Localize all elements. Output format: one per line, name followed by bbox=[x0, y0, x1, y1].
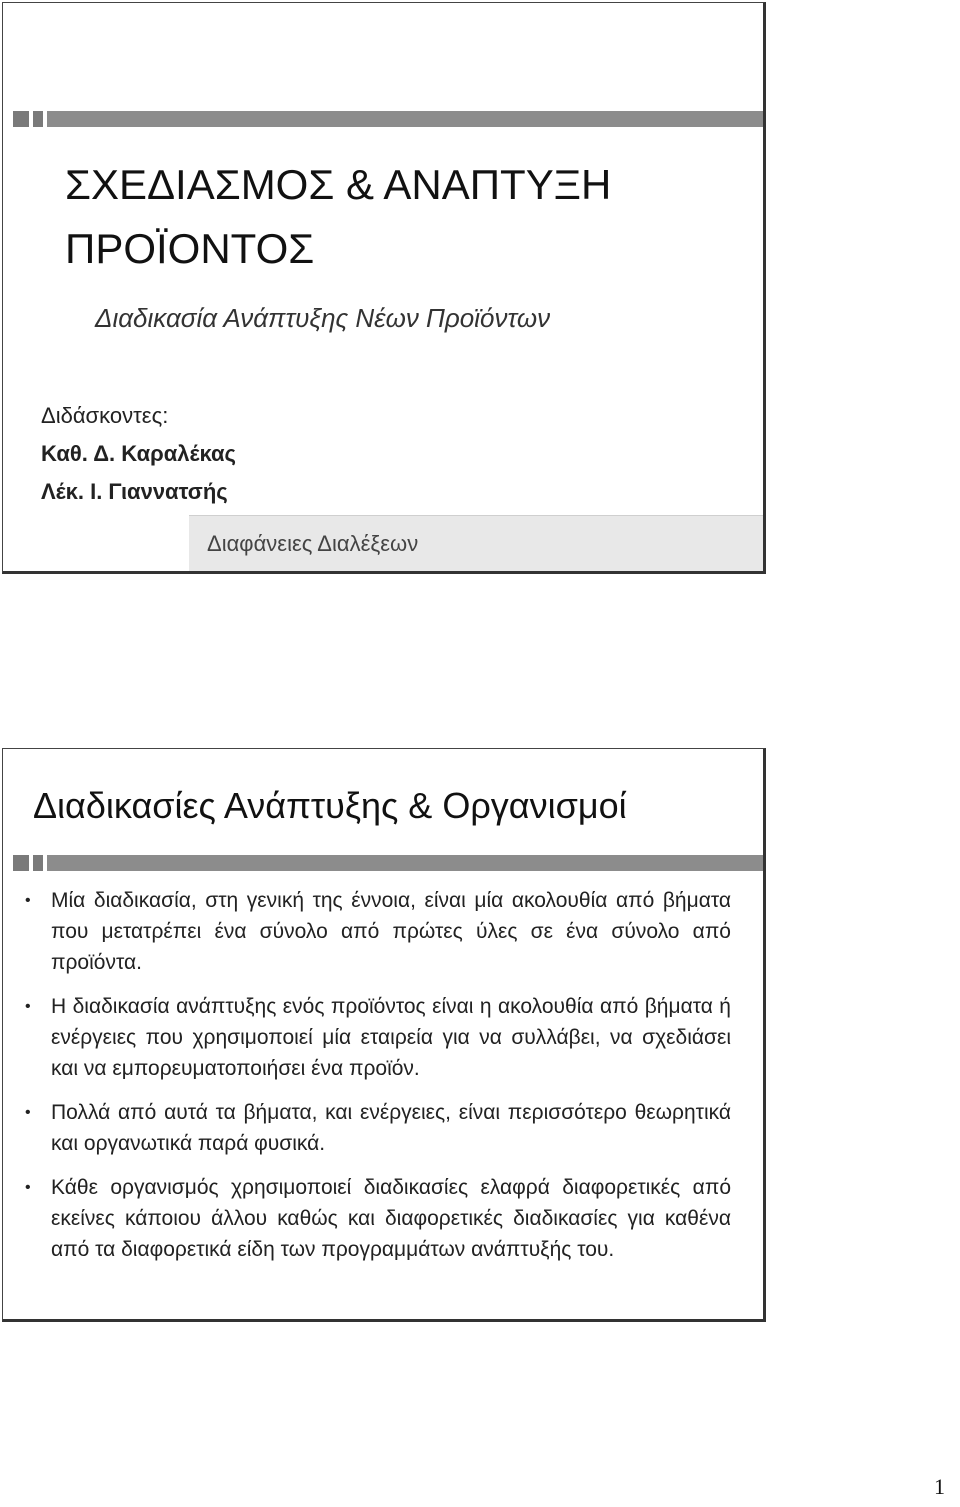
footer-box bbox=[189, 515, 763, 574]
bullet-item bbox=[25, 885, 731, 978]
bullet-dot-icon: • bbox=[25, 1104, 31, 1121]
band-square bbox=[13, 855, 29, 871]
bullet-item bbox=[25, 991, 731, 1084]
bullet-dot-icon: • bbox=[25, 892, 31, 909]
lecturers-label: Διδάσκοντες: bbox=[41, 403, 169, 428]
bullet-text: Κάθε οργανισμός χρησιμοποιεί διαδικασίες ελαφρά διαφορετικές από εκείνες κάποιου άλλου καθώς και διαφορετικές διαδικασίες για καθένα από τα διαφορετικά είδη των προγραμμάτων ανάπτυξής του. bbox=[51, 1176, 731, 1261]
decorative-band bbox=[3, 109, 763, 129]
band-bar bbox=[47, 111, 763, 127]
lecturer-name: Λέκ. Ι. Γιαννατσής bbox=[41, 479, 228, 504]
course-title-line2: ΠΡΟΪΟΝΤΟΣ bbox=[65, 225, 315, 272]
bullet-item bbox=[25, 1172, 731, 1265]
course-title-line1: ΣΧΕΔΙΑΣΜΟΣ & ΑΝΑΠΤΥΞΗ bbox=[65, 161, 612, 208]
course-subtitle: Διαδικασία Ανάπτυξης Νέων Προϊόντων bbox=[95, 303, 551, 333]
bullet-dot-icon: • bbox=[25, 998, 31, 1015]
band-square bbox=[13, 111, 29, 127]
course-title bbox=[65, 153, 611, 281]
band-square bbox=[33, 111, 43, 127]
band-bar bbox=[47, 855, 763, 871]
bullet-text: Η διαδικασία ανάπτυξης ενός προϊόντος είναι η ακολουθία από βήματα ή ενέργειες που χρησιμοποιεί μία εταιρεία για να συλλάβει, να σχεδιάσει και να εμπορευματοποιήσει ένα προϊόν. bbox=[51, 995, 731, 1080]
bullet-list bbox=[25, 885, 731, 1278]
lecturers-block bbox=[41, 397, 236, 511]
bullet-item bbox=[25, 1097, 731, 1159]
bullet-text: Πολλά από αυτά τα βήματα, και ενέργειες, είναι περισσότερο θεωρητικά και οργανωτικά παρά φυσικά. bbox=[51, 1101, 731, 1155]
footer-text: Διαφάνειες Διαλέξεων bbox=[207, 531, 419, 556]
decorative-band bbox=[3, 853, 763, 873]
lecturer-name: Καθ. Δ. Καραλέκας bbox=[41, 441, 236, 466]
bullet-dot-icon: • bbox=[25, 1179, 31, 1196]
band-square bbox=[33, 855, 43, 871]
slide-processes bbox=[2, 748, 766, 1322]
slide-title: Διαδικασίες Ανάπτυξης & Οργανισμοί bbox=[33, 785, 627, 826]
slide-title bbox=[2, 2, 766, 574]
page-number: 1 bbox=[934, 1474, 945, 1499]
bullet-text: Μία διαδικασία, στη γενική της έννοια, είναι μία ακολουθία από βήματα που μετατρέπει ένα σύνολο από πρώτες ύλες σε ένα σύνολο από προϊόντα. bbox=[51, 889, 731, 974]
